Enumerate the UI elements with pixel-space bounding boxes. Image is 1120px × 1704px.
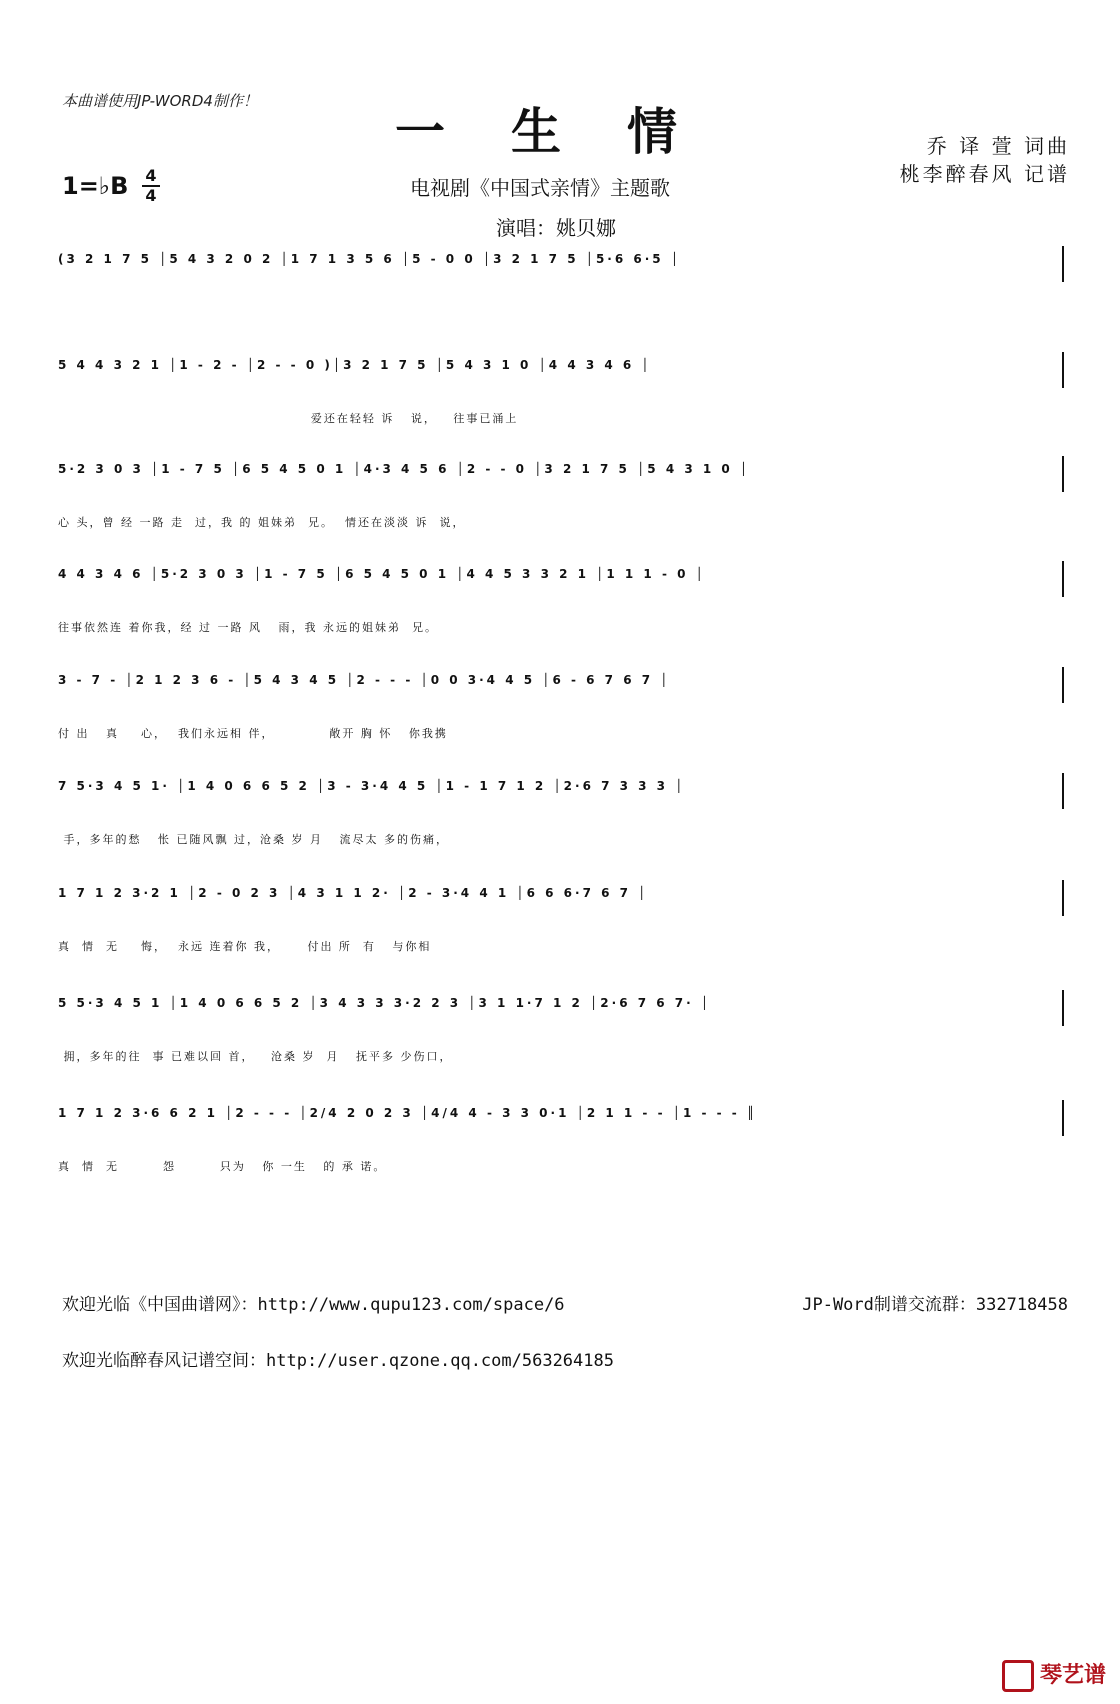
- lyrics-line: 真 情 无 怨 只为 你 一生 的 承 诺。: [58, 1160, 387, 1173]
- system-end-barline: [1062, 880, 1064, 916]
- song-title: 一生情: [395, 103, 743, 161]
- score-system: [58, 779, 1064, 889]
- song-subtitle: 电视剧《中国式亲情》主题歌: [410, 176, 670, 200]
- notation-line: 1 7 1 2 3·6 6 2 1 │2 - - - │2/4 2 0 2 3 │4/4 4 - 3 3 0·1 │2 1 1 - - │1 - - - ║: [58, 1106, 758, 1120]
- notation-line: 1 7 1 2 3·2 1 │2 - 0 2 3 │4 3 1 1 2· │2 - 3·4 4 1 │6 6 6·7 6 7 │: [58, 886, 649, 900]
- score-system: [58, 462, 1064, 572]
- key-signature: 1=♭B: [62, 172, 129, 200]
- system-end-barline: [1062, 667, 1064, 703]
- system-end-barline: [1062, 352, 1064, 388]
- lyrics-line: 真 情 无 悔， 永远 连着你 我， 付出 所 有 与你相: [58, 940, 432, 953]
- lyrics-line: 往事依然连 着你我，经 过 一路 风 雨，我 永远的姐妹弟 兄。: [58, 621, 438, 634]
- score-system: [58, 673, 1064, 783]
- footer-space-line: 欢迎光临醉春风记谱空间：http://user.qzone.qq.com/563264185: [62, 1351, 614, 1371]
- score-system: [58, 996, 1064, 1106]
- notation-line: 5 4 4 3 2 1 │1 - 2 - │2 - - 0 )│3 2 1 7 5 │5 4 3 1 0 │4 4 3 4 6 │: [58, 358, 652, 372]
- brand-mark-icon: [1002, 1660, 1034, 1692]
- footer-group-line: JP-Word制谱交流群：332718458: [802, 1295, 1068, 1315]
- notation-line: 4 4 3 4 6 │5·2 3 0 3 │1 - 7 5 │6 5 4 5 0 1 │4 4 5 3 3 2 1 │1 1 1 - 0 │: [58, 567, 706, 581]
- lyrics-line: 手，多年的愁 怅 已随风飘 过，沧桑 岁 月 流尽太 多的伤痛，: [58, 833, 449, 846]
- score-system: [58, 886, 1064, 996]
- system-end-barline: [1062, 456, 1064, 492]
- system-end-barline: [1062, 561, 1064, 597]
- system-end-barline: [1062, 773, 1064, 809]
- system-end-barline: [1062, 1100, 1064, 1136]
- lyrics-line: 爱还在轻轻 诉 说， 往事已涌上: [58, 412, 519, 425]
- notation-line: (3 2 1 7 5 │5 4 3 2 0 2 │1 7 1 3 5 6 │5 - 0 0 │3 2 1 7 5 │5·6 6·5 │: [58, 252, 682, 266]
- footer-site-line: 欢迎光临《中国曲谱网》：http://www.qupu123.com/space/6: [62, 1295, 565, 1315]
- brand-logo: 琴艺谱: [1002, 1658, 1106, 1692]
- made-with-note: 本曲谱使用JP-WORD4制作！: [62, 92, 258, 110]
- score-system: [58, 567, 1064, 677]
- time-signature: [142, 168, 160, 204]
- singer-credit: 演唱：姚贝娜: [496, 216, 616, 240]
- lyrics-line: 拥，多年的往 事 已难以回 首， 沧桑 岁 月 抚平多 少伤口，: [58, 1050, 453, 1063]
- notation-line: 5 5·3 4 5 1 │1 4 0 6 6 5 2 │3 4 3 3 3·2 2 3 │3 1 1·7 1 2 │2·6 7 6 7· │: [58, 996, 712, 1010]
- meter-top: 4: [145, 166, 157, 185]
- system-end-barline: [1062, 246, 1064, 282]
- lyricist-composer-credit: 乔 译 萱 词曲: [926, 134, 1070, 158]
- notation-line: 3 - 7 - │2 1 2 3 6 - │5 4 3 4 5 │2 - - - │0 0 3·4 4 5 │6 - 6 7 6 7 │: [58, 673, 671, 687]
- meter-bottom: 4: [145, 186, 157, 205]
- notation-line: 5·2 3 0 3 │1 - 7 5 │6 5 4 5 0 1 │4·3 4 5 6 │2 - - 0 │3 2 1 7 5 │5 4 3 1 0 │: [58, 462, 751, 476]
- score-system: [58, 358, 1064, 468]
- system-end-barline: [1062, 990, 1064, 1026]
- transcriber-credit: 桃李醉春风 记谱: [899, 162, 1070, 186]
- score-system: [58, 1106, 1064, 1216]
- lyrics-line: 心 头，曾 经 一路 走 过，我 的 姐妹弟 兄。 情还在淡淡 诉 说，: [58, 516, 466, 529]
- notation-line: 7 5·3 4 5 1· │1 4 0 6 6 5 2 │3 - 3·4 4 5 │1 - 1 7 1 2 │2·6 7 3 3 3 │: [58, 779, 686, 793]
- lyrics-line: 付 出 真 心， 我们永远相 伴， 敞开 胸 怀 你我携: [58, 727, 448, 740]
- score-system: [58, 252, 1064, 362]
